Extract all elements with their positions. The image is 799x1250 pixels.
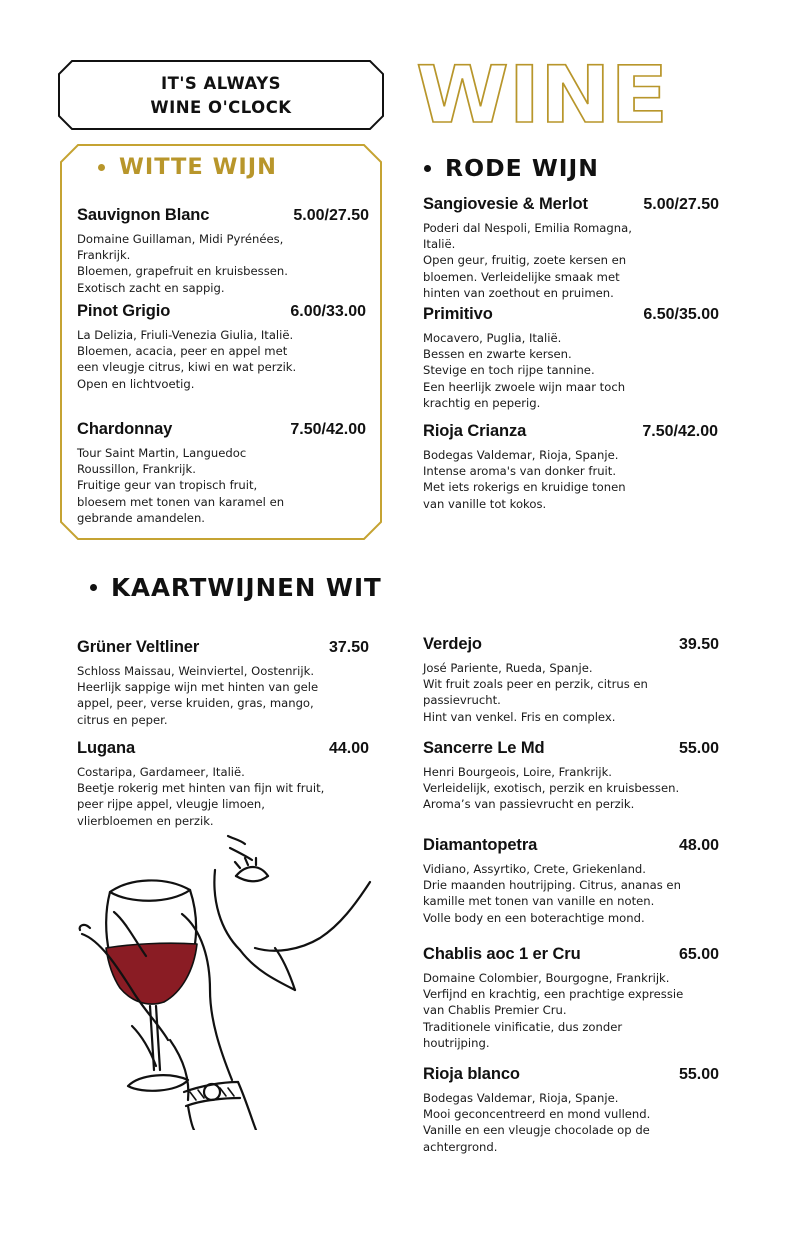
item-price: 7.50/42.00 (290, 421, 366, 438)
item-name: Rioja blanco (423, 1065, 520, 1083)
menu-item (77, 206, 369, 296)
item-name: Primitivo (423, 305, 493, 323)
tagline (58, 72, 384, 120)
item-name: Lugana (77, 739, 136, 757)
item-name: Rioja Crianza (423, 422, 527, 440)
item-description: La Delizia, Friuli-Venezia Giulia, Italië. Bloemen, acacia, peer en appel met een vleugje citrus, kiwi en wat perzik. Open en lichtvoetig. (77, 328, 297, 391)
item-price: 55.00 (678, 1066, 719, 1083)
card-white-title: KAARTWIJNEN WIT (111, 573, 382, 602)
menu-item (423, 1065, 719, 1155)
item-price: 6.50/35.00 (643, 306, 719, 323)
item-price: 65.00 (678, 946, 719, 963)
tagline-box (58, 60, 384, 130)
item-description: Vidiano, Assyrtiko, Crete, Griekenland. Drie maanden houtrijping. Citrus, ananas en kamille met tonen van vanille en noten. Volle body en een boterachtige mond. (423, 862, 681, 925)
item-name: Pinot Grigio (77, 302, 171, 320)
woman-wine-glass-illustration (70, 830, 380, 1130)
item-price: 39.50 (678, 636, 719, 653)
item-price: 44.00 (328, 740, 369, 757)
menu-item (77, 638, 369, 728)
item-price: 37.50 (328, 639, 369, 656)
item-description: Tour Saint Martin, Languedoc Roussillon, Frankrijk. Fruitige geur van tropisch fruit, bloesem met tonen van karamel en gebrande amandelen. (77, 446, 285, 525)
red-wine-heading (424, 154, 599, 182)
item-description: José Pariente, Rueda, Spanje. Wit fruit zoals peer en perzik, citrus en passievrucht. Hint van venkel. Fris en complex. (423, 661, 648, 724)
item-description: Henri Bourgeois, Loire, Frankrijk. Verleidelijk, exotisch, perzik en kruisbessen. Aroma’s van passievrucht en perzik. (423, 765, 680, 812)
item-description: Domaine Guillaman, Midi Pyrénées, Frankrijk. Bloemen, grapefruit en kruisbessen. Exotisch zacht en sappig. (77, 232, 288, 295)
item-name: Chablis aoc 1 er Cru (423, 945, 581, 963)
bullet-icon (424, 165, 431, 172)
item-name: Verdejo (423, 635, 482, 653)
item-description: Schloss Maissau, Weinviertel, Oostenrijk. Heerlijk sappige wijn met hinten van gele appel, peer, verse kruiden, gras, mango, citrus en peper. (77, 664, 319, 727)
tagline-line1: IT'S ALWAYS (160, 74, 282, 93)
red-wine-title: RODE WIJN (445, 154, 599, 182)
item-price: 5.00/27.50 (293, 207, 369, 224)
card-white-heading (90, 573, 382, 602)
bullet-icon (90, 584, 97, 591)
menu-item (77, 302, 366, 392)
item-name: Grüner Veltliner (77, 638, 200, 656)
white-wine-title: WITTE WIJN (119, 154, 277, 180)
item-name: Diamantopetra (423, 836, 538, 854)
item-description: Bodegas Valdemar, Rioja, Spanje. Mooi geconcentreerd en mond vullend. Vanille en een vleugje chocolade op de achtergrond. (423, 1091, 651, 1154)
item-description: Costaripa, Gardameer, Italië. Beetje rokerig met hinten van fijn wit fruit, peer rijpe appel, vleugje limoen, vlierbloemen en perzik. (77, 765, 325, 828)
item-name: Chardonnay (77, 420, 173, 438)
menu-item (423, 836, 719, 926)
white-wine-heading (98, 154, 277, 180)
menu-item (423, 305, 719, 411)
item-price: 55.00 (678, 740, 719, 757)
menu-item (423, 195, 719, 301)
item-description: Mocavero, Puglia, Italië. Bessen en zwarte kersen. Stevige en toch rijpe tannine. Een heerlijk zwoele wijn maar toch krachtig en peperig. (423, 331, 626, 410)
item-price: 48.00 (678, 837, 719, 854)
menu-item (77, 739, 369, 829)
item-description: Domaine Colombier, Bourgogne, Frankrijk. Verfijnd en krachtig, een prachtige expressie van Chablis Premier Cru. Traditionele vinificatie, dus zonder houtrijping. (423, 971, 684, 1050)
menu-item (423, 422, 718, 512)
page-title-text: WINE (416, 52, 668, 132)
item-price: 5.00/27.50 (643, 196, 719, 213)
menu-item (423, 635, 719, 725)
tagline-line2: WINE O'CLOCK (150, 98, 292, 117)
item-price: 7.50/42.00 (642, 423, 718, 440)
menu-item (423, 945, 719, 1051)
item-description: Poderi dal Nespoli, Emilia Romagna, Italië. Open geur, fruitig, zoete kersen en bloemen. Verleidelijke smaak met hinten van zoethout en pruimen. (423, 221, 632, 300)
menu-item (77, 420, 366, 526)
item-name: Sangiovesie & Merlot (423, 195, 588, 213)
item-price: 6.00/33.00 (290, 303, 366, 320)
menu-item (423, 739, 719, 813)
item-name: Sauvignon Blanc (77, 206, 210, 224)
item-name: Sancerre Le Md (423, 739, 545, 757)
page-title (414, 52, 674, 132)
bullet-icon (98, 164, 105, 171)
item-description: Bodegas Valdemar, Rioja, Spanje. Intense aroma's van donker fruit. Met iets rokerigs en kruidige tonen van vanille tot kokos. (423, 448, 626, 511)
